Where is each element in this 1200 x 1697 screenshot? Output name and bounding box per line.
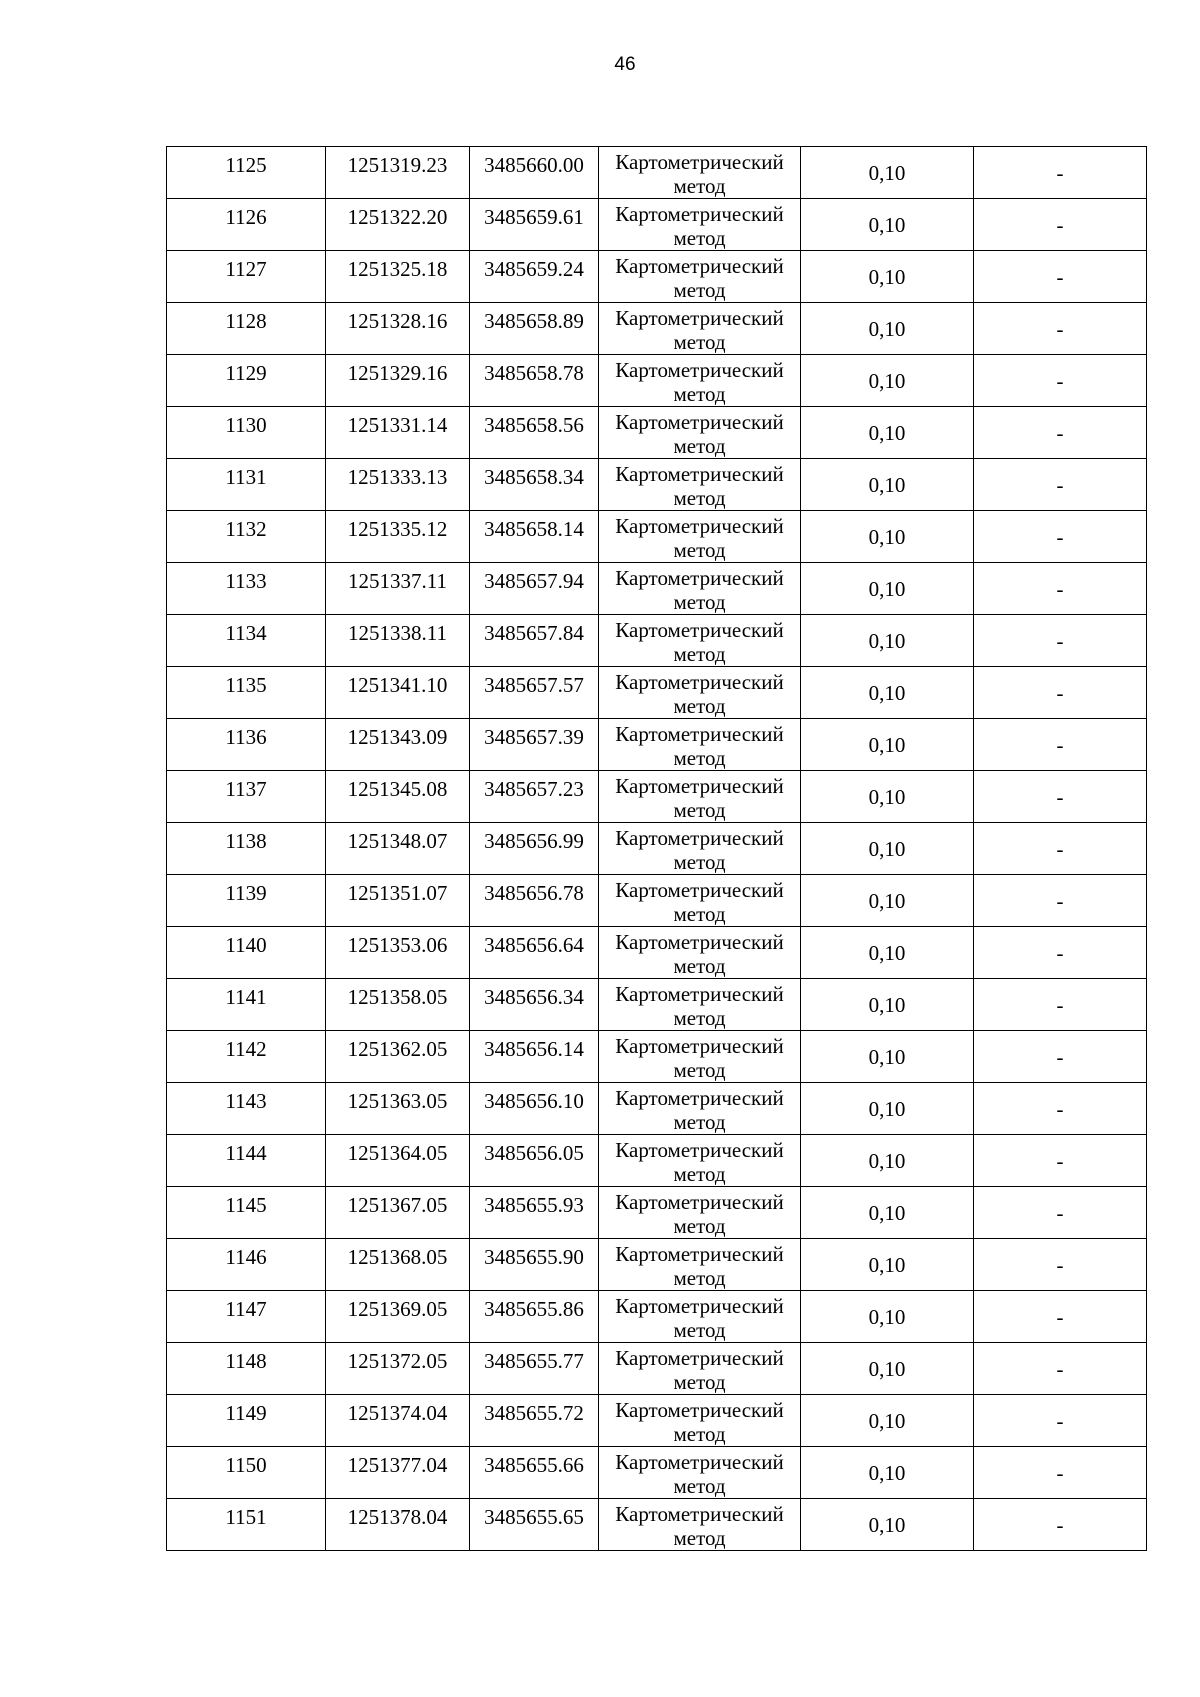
method-line-2: метод [673,694,726,718]
y-coordinate-cell: 3485656.64 [470,927,599,979]
method-line-1: Картометрический [615,878,784,902]
method-cell [599,303,801,355]
method-cell [599,251,801,303]
y-coordinate-cell: 3485655.72 [470,1395,599,1447]
method-line-2: метод [673,174,726,198]
description-cell: - [974,1395,1147,1447]
method-cell [599,1031,801,1083]
method-cell [599,199,801,251]
accuracy-cell: 0,10 [801,1447,974,1499]
x-coordinate-cell: 1251329.16 [326,355,470,407]
table-row [167,1187,1147,1239]
method-cell [599,1343,801,1395]
x-coordinate-cell: 1251369.05 [326,1291,470,1343]
x-coordinate-cell: 1251367.05 [326,1187,470,1239]
x-coordinate-cell: 1251353.06 [326,927,470,979]
x-coordinate-cell: 1251319.23 [326,147,470,199]
method-line-2: метод [673,850,726,874]
accuracy-cell: 0,10 [801,1499,974,1551]
description-cell: - [974,251,1147,303]
method-line-2: метод [673,382,726,406]
accuracy-cell: 0,10 [801,303,974,355]
method-cell [599,1395,801,1447]
accuracy-cell: 0,10 [801,927,974,979]
method-cell [599,823,801,875]
x-coordinate-cell: 1251378.04 [326,1499,470,1551]
table-row [167,459,1147,511]
description-cell: - [974,355,1147,407]
method-cell [599,563,801,615]
method-line-1: Картометрический [615,202,784,226]
method-line-1: Картометрический [615,254,784,278]
description-cell: - [974,1031,1147,1083]
y-coordinate-cell: 3485657.39 [470,719,599,771]
point-number-cell: 1145 [167,1187,326,1239]
method-line-1: Картометрический [615,1450,784,1474]
method-line-2: метод [673,226,726,250]
table-row [167,355,1147,407]
y-coordinate-cell: 3485655.86 [470,1291,599,1343]
description-cell: - [974,147,1147,199]
method-line-2: метод [673,1214,726,1238]
point-number-cell: 1136 [167,719,326,771]
accuracy-cell: 0,10 [801,1187,974,1239]
method-cell [599,1187,801,1239]
accuracy-cell: 0,10 [801,719,974,771]
method-line-1: Картометрический [615,1294,784,1318]
method-cell [599,147,801,199]
point-number-cell: 1131 [167,459,326,511]
accuracy-cell: 0,10 [801,1343,974,1395]
table-row [167,511,1147,563]
method-cell [599,771,801,823]
method-line-1: Картометрический [615,1086,784,1110]
accuracy-cell: 0,10 [801,1135,974,1187]
y-coordinate-cell: 3485658.34 [470,459,599,511]
y-coordinate-cell: 3485659.24 [470,251,599,303]
method-line-2: метод [673,1422,726,1446]
y-coordinate-cell: 3485655.90 [470,1239,599,1291]
table-row [167,875,1147,927]
point-number-cell: 1150 [167,1447,326,1499]
point-number-cell: 1129 [167,355,326,407]
point-number-cell: 1127 [167,251,326,303]
table-row [167,823,1147,875]
description-cell: - [974,511,1147,563]
accuracy-cell: 0,10 [801,1291,974,1343]
accuracy-cell: 0,10 [801,199,974,251]
point-number-cell: 1146 [167,1239,326,1291]
x-coordinate-cell: 1251364.05 [326,1135,470,1187]
accuracy-cell: 0,10 [801,251,974,303]
y-coordinate-cell: 3485656.14 [470,1031,599,1083]
method-line-2: метод [673,1162,726,1186]
table-row [167,771,1147,823]
method-cell [599,1083,801,1135]
method-cell [599,1447,801,1499]
accuracy-cell: 0,10 [801,979,974,1031]
x-coordinate-cell: 1251351.07 [326,875,470,927]
method-line-1: Картометрический [615,826,784,850]
y-coordinate-cell: 3485657.94 [470,563,599,615]
method-line-2: метод [673,1318,726,1342]
page-number: 46 [614,54,636,75]
x-coordinate-cell: 1251377.04 [326,1447,470,1499]
x-coordinate-cell: 1251337.11 [326,563,470,615]
method-line-1: Картометрический [615,410,784,434]
method-cell [599,459,801,511]
accuracy-cell: 0,10 [801,667,974,719]
description-cell: - [974,1447,1147,1499]
y-coordinate-cell: 3485655.93 [470,1187,599,1239]
accuracy-cell: 0,10 [801,355,974,407]
accuracy-cell: 0,10 [801,1083,974,1135]
accuracy-cell: 0,10 [801,1395,974,1447]
method-cell [599,615,801,667]
method-line-1: Картометрический [615,1138,784,1162]
x-coordinate-cell: 1251363.05 [326,1083,470,1135]
method-line-2: метод [673,798,726,822]
description-cell: - [974,407,1147,459]
method-line-2: метод [673,1370,726,1394]
accuracy-cell: 0,10 [801,615,974,667]
table-row [167,1499,1147,1551]
method-cell [599,1135,801,1187]
table-row [167,563,1147,615]
method-line-1: Картометрический [615,670,784,694]
table-row [167,927,1147,979]
accuracy-cell: 0,10 [801,1031,974,1083]
point-number-cell: 1149 [167,1395,326,1447]
y-coordinate-cell: 3485656.99 [470,823,599,875]
x-coordinate-cell: 1251374.04 [326,1395,470,1447]
description-cell: - [974,667,1147,719]
method-line-1: Картометрический [615,1034,784,1058]
point-number-cell: 1133 [167,563,326,615]
description-cell: - [974,1083,1147,1135]
table-row [167,1031,1147,1083]
table-row [167,667,1147,719]
point-number-cell: 1144 [167,1135,326,1187]
description-cell: - [974,303,1147,355]
x-coordinate-cell: 1251348.07 [326,823,470,875]
point-number-cell: 1138 [167,823,326,875]
description-cell: - [974,1239,1147,1291]
method-line-2: метод [673,1474,726,1498]
x-coordinate-cell: 1251325.18 [326,251,470,303]
method-line-1: Картометрический [615,150,784,174]
method-cell [599,719,801,771]
accuracy-cell: 0,10 [801,511,974,563]
table-row [167,1447,1147,1499]
y-coordinate-cell: 3485656.10 [470,1083,599,1135]
point-number-cell: 1130 [167,407,326,459]
method-line-1: Картометрический [615,1242,784,1266]
y-coordinate-cell: 3485658.14 [470,511,599,563]
method-line-2: метод [673,1526,726,1550]
method-line-2: метод [673,1058,726,1082]
x-coordinate-cell: 1251333.13 [326,459,470,511]
method-cell [599,875,801,927]
y-coordinate-cell: 3485656.34 [470,979,599,1031]
method-line-2: метод [673,590,726,614]
method-cell [599,979,801,1031]
x-coordinate-cell: 1251338.11 [326,615,470,667]
y-coordinate-cell: 3485655.77 [470,1343,599,1395]
table-row [167,147,1147,199]
method-line-2: метод [673,642,726,666]
description-cell: - [974,823,1147,875]
x-coordinate-cell: 1251331.14 [326,407,470,459]
point-number-cell: 1137 [167,771,326,823]
accuracy-cell: 0,10 [801,459,974,511]
y-coordinate-cell: 3485655.66 [470,1447,599,1499]
accuracy-cell: 0,10 [801,875,974,927]
y-coordinate-cell: 3485657.23 [470,771,599,823]
method-line-1: Картометрический [615,1346,784,1370]
method-cell [599,1239,801,1291]
point-number-cell: 1125 [167,147,326,199]
description-cell: - [974,199,1147,251]
x-coordinate-cell: 1251345.08 [326,771,470,823]
point-number-cell: 1134 [167,615,326,667]
x-coordinate-cell: 1251372.05 [326,1343,470,1395]
point-number-cell: 1132 [167,511,326,563]
accuracy-cell: 0,10 [801,563,974,615]
table-row [167,1083,1147,1135]
description-cell: - [974,1187,1147,1239]
method-cell [599,667,801,719]
method-line-2: метод [673,278,726,302]
y-coordinate-cell: 3485655.65 [470,1499,599,1551]
description-cell: - [974,979,1147,1031]
x-coordinate-cell: 1251362.05 [326,1031,470,1083]
x-coordinate-cell: 1251328.16 [326,303,470,355]
method-line-1: Картометрический [615,618,784,642]
table-row [167,407,1147,459]
coordinates-table [166,146,1147,1551]
x-coordinate-cell: 1251322.20 [326,199,470,251]
method-line-1: Картометрический [615,930,784,954]
point-number-cell: 1148 [167,1343,326,1395]
description-cell: - [974,875,1147,927]
description-cell: - [974,615,1147,667]
method-line-2: метод [673,1266,726,1290]
y-coordinate-cell: 3485658.89 [470,303,599,355]
table-row [167,979,1147,1031]
x-coordinate-cell: 1251343.09 [326,719,470,771]
table-row [167,1135,1147,1187]
table-row [167,199,1147,251]
y-coordinate-cell: 3485658.78 [470,355,599,407]
method-line-2: метод [673,434,726,458]
point-number-cell: 1151 [167,1499,326,1551]
point-number-cell: 1126 [167,199,326,251]
method-line-2: метод [673,486,726,510]
table-row [167,303,1147,355]
description-cell: - [974,927,1147,979]
point-number-cell: 1135 [167,667,326,719]
accuracy-cell: 0,10 [801,771,974,823]
accuracy-cell: 0,10 [801,823,974,875]
method-line-2: метод [673,902,726,926]
table-row [167,1343,1147,1395]
method-line-1: Картометрический [615,1502,784,1526]
point-number-cell: 1139 [167,875,326,927]
method-line-2: метод [673,330,726,354]
description-cell: - [974,1291,1147,1343]
method-line-1: Картометрический [615,1190,784,1214]
method-line-1: Картометрический [615,722,784,746]
y-coordinate-cell: 3485659.61 [470,199,599,251]
point-number-cell: 1140 [167,927,326,979]
description-cell: - [974,459,1147,511]
x-coordinate-cell: 1251341.10 [326,667,470,719]
description-cell: - [974,1135,1147,1187]
method-line-1: Картометрический [615,514,784,538]
y-coordinate-cell: 3485658.56 [470,407,599,459]
method-line-1: Картометрический [615,462,784,486]
table-row [167,1239,1147,1291]
method-line-1: Картометрический [615,982,784,1006]
table-row [167,251,1147,303]
method-cell [599,1291,801,1343]
y-coordinate-cell: 3485660.00 [470,147,599,199]
method-cell [599,1499,801,1551]
description-cell: - [974,1343,1147,1395]
method-line-1: Картометрический [615,306,784,330]
y-coordinate-cell: 3485657.84 [470,615,599,667]
point-number-cell: 1143 [167,1083,326,1135]
accuracy-cell: 0,10 [801,407,974,459]
y-coordinate-cell: 3485656.05 [470,1135,599,1187]
point-number-cell: 1141 [167,979,326,1031]
point-number-cell: 1128 [167,303,326,355]
x-coordinate-cell: 1251335.12 [326,511,470,563]
y-coordinate-cell: 3485656.78 [470,875,599,927]
method-cell [599,927,801,979]
method-line-2: метод [673,746,726,770]
method-line-2: метод [673,1006,726,1030]
method-cell [599,407,801,459]
method-cell [599,511,801,563]
point-number-cell: 1147 [167,1291,326,1343]
table-row [167,719,1147,771]
x-coordinate-cell: 1251368.05 [326,1239,470,1291]
method-line-1: Картометрический [615,358,784,382]
method-cell [599,355,801,407]
description-cell: - [974,719,1147,771]
method-line-2: метод [673,954,726,978]
x-coordinate-cell: 1251358.05 [326,979,470,1031]
table-row [167,1291,1147,1343]
method-line-1: Картометрический [615,1398,784,1422]
y-coordinate-cell: 3485657.57 [470,667,599,719]
accuracy-cell: 0,10 [801,147,974,199]
description-cell: - [974,563,1147,615]
method-line-2: метод [673,1110,726,1134]
table-row [167,1395,1147,1447]
method-line-1: Картометрический [615,566,784,590]
method-line-1: Картометрический [615,774,784,798]
table-row [167,615,1147,667]
method-line-2: метод [673,538,726,562]
table-body [167,147,1147,1551]
description-cell: - [974,771,1147,823]
accuracy-cell: 0,10 [801,1239,974,1291]
point-number-cell: 1142 [167,1031,326,1083]
description-cell: - [974,1499,1147,1551]
